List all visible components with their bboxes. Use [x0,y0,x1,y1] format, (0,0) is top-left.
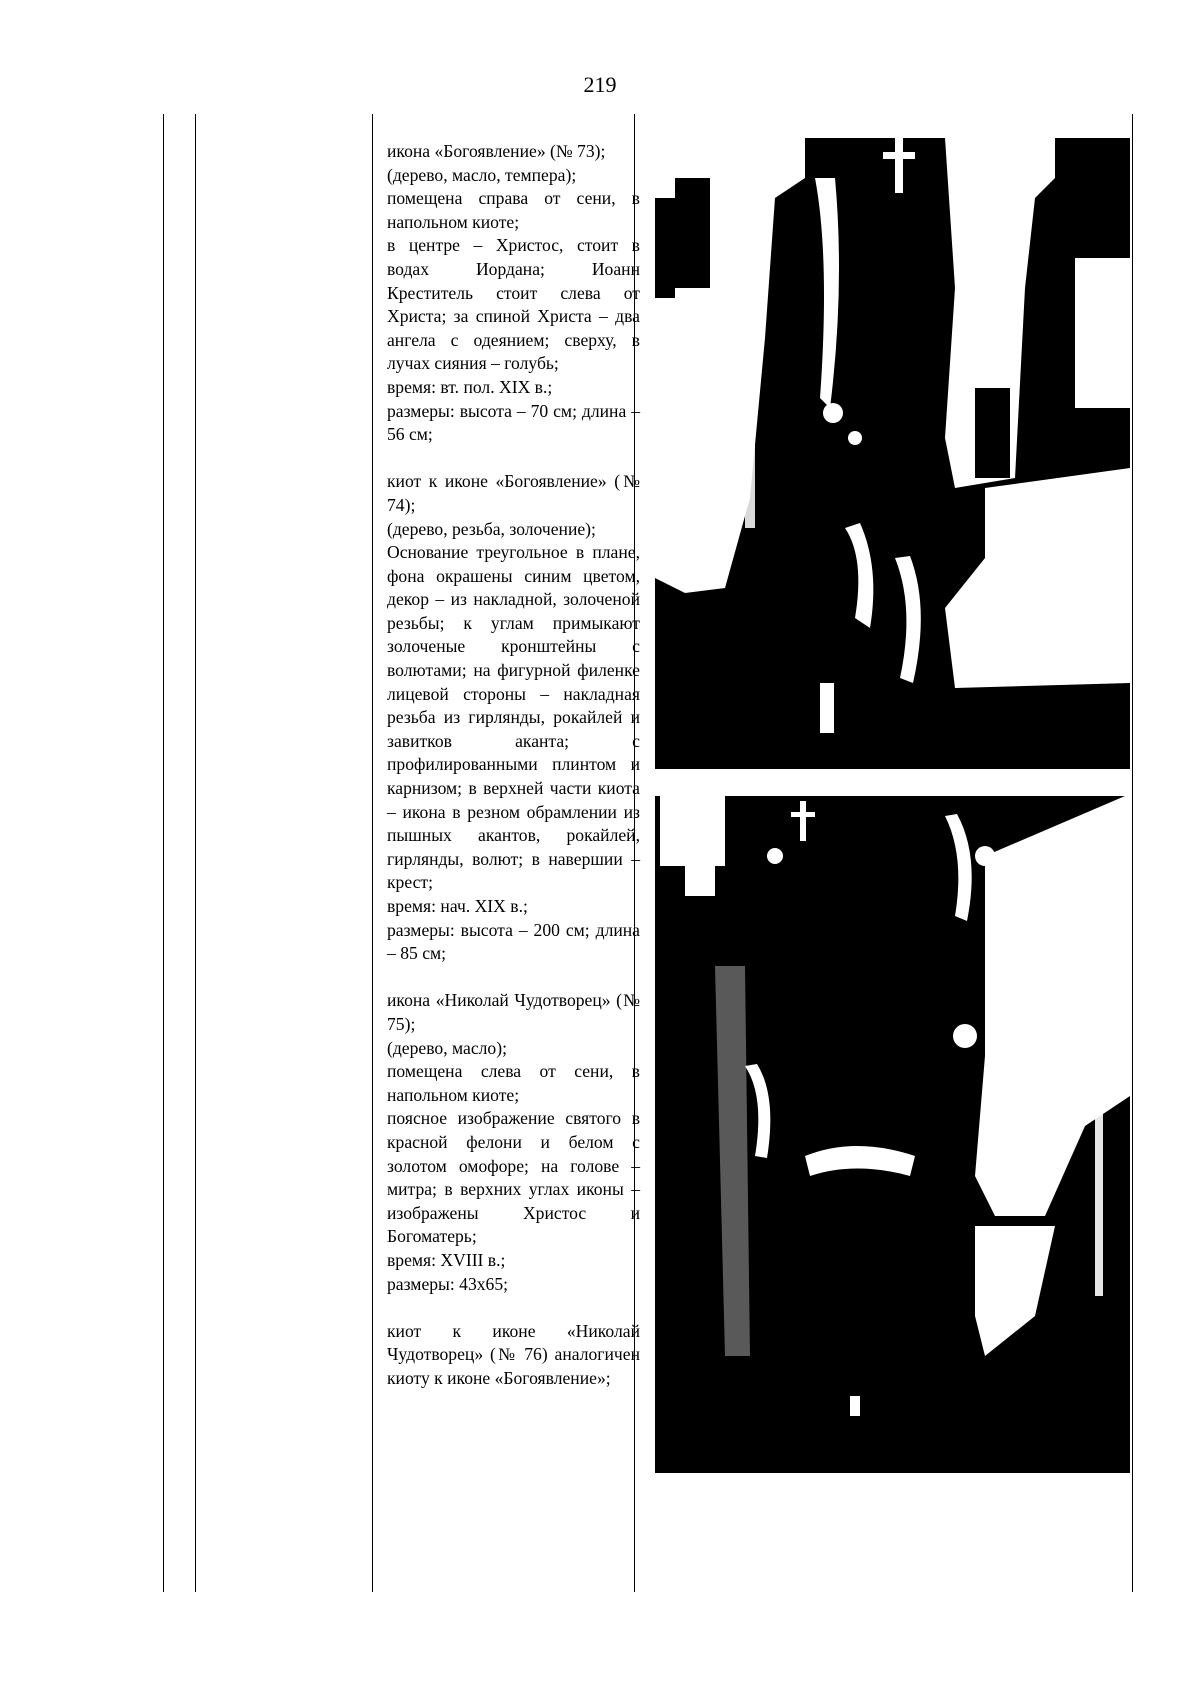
entry-line: время: нач. XIX в.; [387,896,528,916]
entry-line: (дерево, масло); [387,1037,507,1058]
kiot-photo-1 [655,138,1130,769]
entry-icon-nikolai [387,989,640,1296]
entry-line: размеры: высота – 70 см; длина – 56 см; [387,400,640,445]
entry-line: киот к иконе «Николай Чудотворец» (№ 76) аналогичен киоту к иконе «Богоявление»; [387,1320,640,1388]
table-column-divider-1 [195,114,196,1592]
kiot-photo-1-image [655,138,1130,769]
entry-line: поясное изображение святого в красной фелони и белом с золотом омофоре; на голове – митра; в верхних углах иконы – изображены Христос и Богоматерь; [387,1108,640,1247]
entry-line: размеры: высота – 200 см; длина – 85 см; [387,919,640,964]
entry-line: время: вт. пол. XIX в.; [387,376,553,397]
table-column-divider-2 [372,114,373,1592]
entry-line: помещена слева от сени, в напольном киоте; [387,1061,640,1105]
entry-line: икона «Николай Чудотворец» (№ 75); [387,990,640,1034]
kiot-photo-2-image [655,796,1130,1473]
entry-line: время: XVIII в.; [387,1249,506,1270]
table-border-left [163,114,164,1592]
entry-line: киот к иконе «Богоявление» (№ 74); [387,471,640,515]
entry-kiot-bogoyavlenie [387,470,640,965]
entry-icon-bogoyavlenie [387,140,640,447]
kiot-photo-2 [655,796,1130,1473]
entry-kiot-nikolai [387,1320,640,1391]
description-cell [387,140,640,1414]
entry-line: (дерево, масло, темпера); [387,164,577,185]
entry-line: (дерево, резьба, золочение); [387,518,596,539]
entry-line: размеры: 43х65; [387,1273,509,1294]
entry-line: в центре – Христос, стоит в водах Иордана; Иоанн Креститель стоит слева от Христа; за спиной Христа – два ангела с одеянием; сверху, в лучах сияния – голубь; [387,235,640,374]
entry-line: помещена справа от сени, в напольном киоте; [387,188,640,232]
entry-line: икона «Богоявление» (№ 73); [387,141,606,161]
table-border-right [1132,114,1133,1592]
page-number: 219 [583,72,617,97]
entry-line: Основание треугольное в плане, фона окрашены синим цветом, декор – из накладной, золоченой резьбы; к углам примыкают золоченые кронштейны с волютами; на фигурной филенке лицевой стороны – накладная резьба из гирлянды, рокайлей и завитков аканта; с профилированными плинтом и карнизом; в верхней части киота – икона в резном обрамлении из пышных акантов, рокайлей, гирлянды, волют; в навершии – крест; [387,542,640,893]
